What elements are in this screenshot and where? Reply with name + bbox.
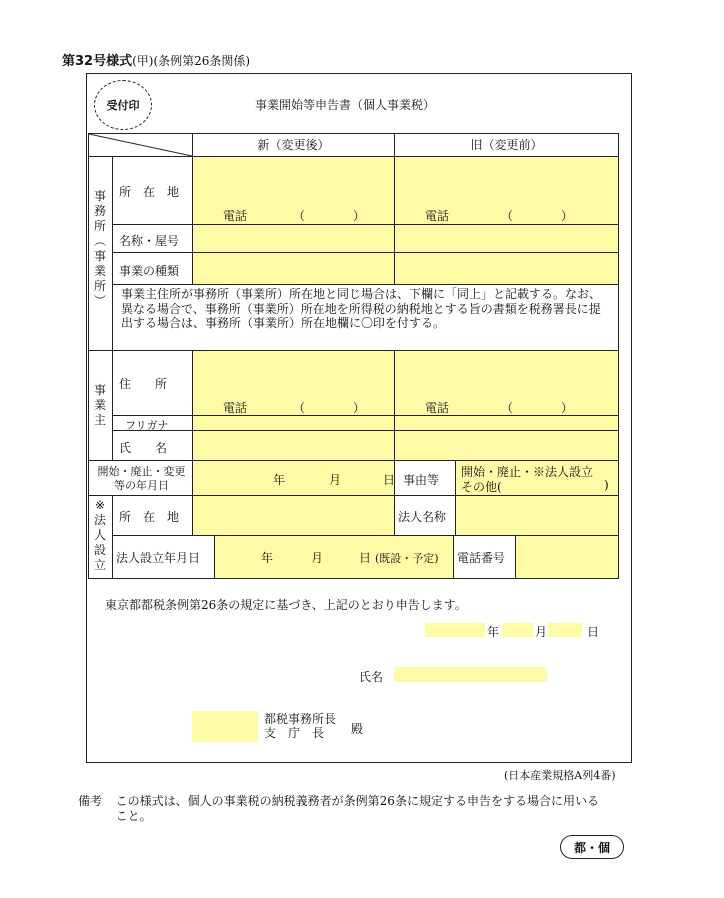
column-header-new: 新（変更後） — [192, 133, 395, 157]
owner-address-label-cell — [112, 350, 193, 416]
office-address-label-cell — [112, 156, 193, 225]
office-section-label: 事 務 所 ︵ 事 業 所 ︶ — [88, 156, 113, 351]
corp-date-field[interactable]: 年 月 日 (既設・予定) — [214, 535, 454, 579]
diagonal-line — [89, 134, 192, 156]
declaration-text: 東京都都税条例第26条の規定に基づき、上記のとおり申告します。 — [105, 598, 467, 612]
owner-name-label-cell — [112, 430, 193, 461]
tax-office-field[interactable] — [192, 711, 258, 742]
reason-options: 開始・廃止・※法人設立 — [461, 465, 594, 479]
remark-label: 備考 — [78, 794, 103, 808]
form-title: 事業開始等申告書（個人事業税） — [255, 98, 436, 112]
furigana-old[interactable] — [394, 415, 619, 431]
corner-cell — [88, 133, 193, 157]
business-type-label: 事業の種類 — [119, 264, 180, 278]
tax-office-label: 都税事務所長 支 庁 長 — [264, 712, 337, 740]
owner-name-new[interactable] — [192, 430, 395, 461]
reason-label: 事由等 — [403, 473, 440, 487]
corp-phone-label: 電話番号 — [457, 551, 506, 565]
date-label: 開始・廃止・変更等の年月日 — [97, 465, 186, 492]
owner-name-old[interactable] — [394, 430, 619, 461]
corp-name-label: 法人名称 — [398, 510, 447, 524]
office-name-label: 名称・屋号 — [119, 234, 180, 248]
corp-address-label-cell — [112, 495, 193, 536]
phone-label: 電話 — [223, 209, 248, 223]
remark-text: この様式は、個人の事業税の納税義務者が条例第26条に規定する申告をする場合に用いること。 — [115, 794, 599, 823]
owner-name-label: 氏 名 — [119, 441, 168, 455]
corp-address-label: 所 在 地 — [119, 510, 180, 524]
honorific: 殿 — [351, 722, 364, 736]
decl-year-field[interactable] — [425, 623, 485, 637]
phone-label: 電話 — [425, 209, 450, 223]
reason-other: その他( — [461, 480, 502, 494]
office-name-label-cell — [112, 224, 193, 253]
business-type-label-cell — [112, 252, 193, 285]
decl-name-label: 氏名 — [359, 670, 384, 684]
office-note: 事業主住所が事務所（事業所）所在地と同じ場合は、下欄に「同上」と記載する。なお、異なる場合で、事務所（事業所）所在地を所得税の納税地とする旨の書類を税務署長に提出する場合は、事務所（事業所）所在地欄に〇印を付する。 — [121, 287, 602, 330]
corp-date-label-cell — [112, 535, 215, 579]
reception-stamp: 受付印 — [94, 80, 152, 130]
corp-name-label-cell — [394, 495, 456, 536]
office-address-new[interactable]: 電話 （ ） — [192, 156, 395, 225]
date-field[interactable]: 年 月 日 — [192, 460, 395, 496]
date-label-cell — [88, 460, 193, 496]
furigana-label: フリガナ — [125, 419, 169, 432]
owner-address-old[interactable]: 電話 （ ） — [394, 350, 619, 416]
corp-date-label: 法人設立年月日 — [116, 551, 201, 565]
furigana-label-cell — [112, 415, 193, 431]
office-address-label: 所 在 地 — [119, 185, 180, 199]
decl-name-field[interactable] — [394, 667, 547, 682]
category-badge: 都・個 — [560, 835, 624, 859]
corp-phone-label-cell — [453, 535, 516, 579]
office-name-old[interactable] — [394, 224, 619, 253]
owner-address-label: 住 所 — [119, 377, 168, 391]
business-type-old[interactable] — [394, 252, 619, 285]
corp-name-field[interactable] — [455, 495, 619, 536]
furigana-new[interactable] — [192, 415, 395, 431]
paper-standard: (日本産業規格A列4番) — [504, 769, 616, 782]
corp-status: (既設・予定) — [375, 552, 439, 565]
phone-label: 電話 — [223, 401, 248, 415]
remark — [78, 794, 638, 824]
decl-month-field[interactable] — [502, 623, 533, 637]
column-header-old: 旧（変更前） — [394, 133, 619, 157]
reason-label-cell — [394, 460, 456, 496]
form-number: 第32号様式(甲)(条例第26条関係) — [62, 54, 251, 69]
office-name-new[interactable] — [192, 224, 395, 253]
owner-address-new[interactable]: 電話 （ ） — [192, 350, 395, 416]
office-address-old[interactable]: 電話 （ ） — [394, 156, 619, 225]
owner-section-label: 事 業 主 — [88, 350, 113, 461]
corp-section-label: ※ 法 人 設 立 — [88, 495, 113, 579]
corp-phone-field[interactable] — [515, 535, 619, 579]
business-type-new[interactable] — [192, 252, 395, 285]
reason-field[interactable]: 開始・廃止・※法人設立 その他( ) — [455, 460, 619, 496]
phone-label: 電話 — [425, 401, 450, 415]
decl-day-field[interactable] — [548, 623, 582, 637]
corp-address-field[interactable] — [192, 495, 395, 536]
form-grid — [88, 133, 619, 579]
